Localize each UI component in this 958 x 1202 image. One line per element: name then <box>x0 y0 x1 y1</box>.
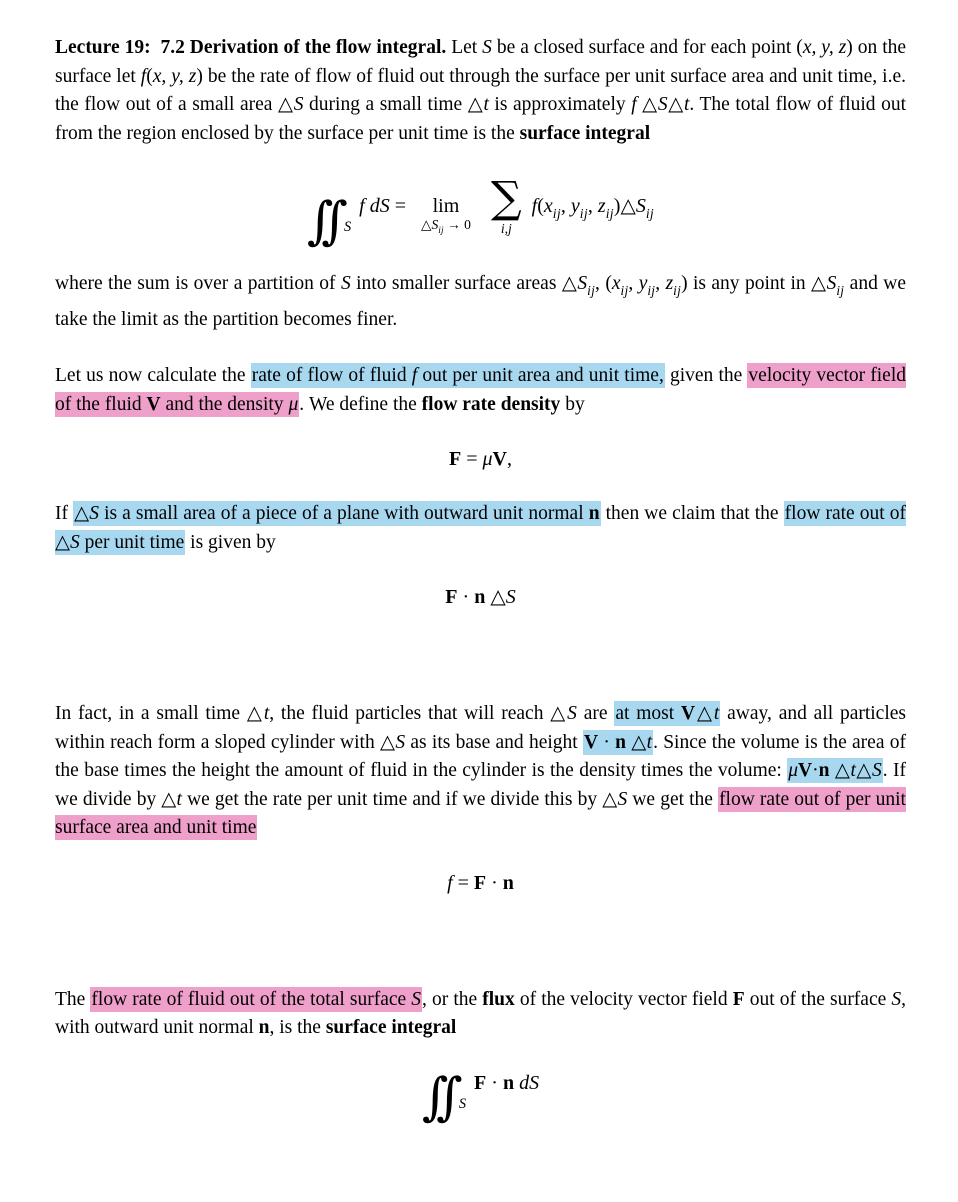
text-run: · <box>457 586 475 609</box>
subscript: ij <box>438 225 444 236</box>
italic-run: f <box>411 365 418 387</box>
italic-run: t <box>683 94 690 115</box>
italic-run: S <box>891 988 902 1010</box>
text-run: out of the surface <box>744 988 892 1010</box>
text-run: Let us now calculate the <box>55 365 251 387</box>
text-run: and the density <box>160 393 289 415</box>
double-integral-symbol: ∫∫ <box>421 1068 451 1128</box>
bold-run: V <box>492 448 507 471</box>
text-run: . Since the volume is the area of the base times the height the amount of fluid in the cylinder is the density times the volume: <box>55 731 907 782</box>
bold-run: n <box>258 1017 270 1039</box>
text-run: per unit time <box>79 531 185 553</box>
bold-run: V <box>146 393 161 415</box>
subscript: ij <box>579 206 588 222</box>
lecture-notes-content <box>55 34 907 1128</box>
italic-run: t <box>176 788 182 810</box>
text-run: △ <box>485 586 506 609</box>
claim-paragraph <box>55 500 906 557</box>
text-run: · <box>486 871 503 894</box>
text-run: ) be the rate of flow of fluid out through the surface per unit surface area and unit time, i.e. the flow out of a small area △ <box>55 65 906 115</box>
text-run: △ <box>667 94 684 115</box>
italic-run: S <box>505 586 516 609</box>
italic-run: x, y, z <box>802 37 847 58</box>
italic-run: y <box>570 195 580 217</box>
bold-run: surface integral <box>325 1017 457 1039</box>
subscript: ij <box>605 206 614 222</box>
text-run: are <box>576 703 615 725</box>
highlight-blue <box>787 758 882 783</box>
text-run: , or the <box>422 988 483 1010</box>
text-run: , the fluid particles that will reach △ <box>269 703 568 725</box>
bold-run: F <box>449 448 462 471</box>
f-equals-F-dot-n-formula <box>55 871 906 896</box>
text-run: flow rate out of per unit surface area and unit time <box>55 788 906 839</box>
flow-rate-density-paragraph <box>55 362 906 419</box>
text-run: we get the <box>627 788 719 810</box>
text-run: △ <box>74 503 90 525</box>
italic-run: t <box>713 703 720 725</box>
double-integral-symbol: ∫∫ <box>307 191 336 251</box>
italic-run: S <box>635 195 646 217</box>
highlight-pink <box>90 987 422 1012</box>
flux-through-small-area-formula <box>55 585 906 610</box>
italic-run: x <box>543 195 553 217</box>
text-run: )△ <box>613 195 636 217</box>
text-run: . We define the <box>299 393 422 415</box>
bold-run: F <box>473 871 487 894</box>
italic-run: S <box>871 760 882 782</box>
text-run: · <box>486 1071 503 1094</box>
bold-run: V <box>583 731 599 753</box>
italic-run: i,j <box>500 221 512 237</box>
italic-run: dS <box>519 1071 540 1094</box>
text-run: △ <box>829 760 851 782</box>
bold-run: flow rate density <box>421 393 561 415</box>
subscript: ij <box>587 283 596 299</box>
text-run: . The total flow of fluid out from the region enclosed by the surface per unit time is the <box>55 94 907 144</box>
text-run: where the sum is over a partition of <box>55 273 341 295</box>
italic-run: S <box>70 531 80 553</box>
text-run: · <box>812 760 819 782</box>
bold-run: surface integral <box>519 122 651 144</box>
bold-run: Lecture 19: 7.2 Derivation of the flow integral. <box>55 37 447 58</box>
text-run: , <box>507 448 512 471</box>
flow-rate-density-formula <box>55 447 906 472</box>
text-run: △ <box>636 94 658 115</box>
text-run: , with outward unit normal <box>55 988 906 1039</box>
text-run: ) on the surface let <box>55 37 907 87</box>
italic-run: μ <box>288 393 299 415</box>
text-run: If <box>55 503 74 525</box>
italic-run: S <box>89 503 100 525</box>
text-run: . If we divide by △ <box>55 760 907 810</box>
bold-run: n <box>502 871 514 894</box>
text-run: given the <box>664 365 748 387</box>
text-run: by <box>560 393 585 415</box>
text-run: S <box>458 1096 467 1113</box>
text-run: away, and all particles within reach form a sloped cylinder with △ <box>55 703 906 753</box>
subscript: ij <box>645 206 654 222</box>
italic-run: S <box>657 94 668 115</box>
italic-run: f <box>531 195 538 217</box>
text-run: △ <box>625 731 647 753</box>
subscript: ij <box>673 283 682 299</box>
text-run <box>531 195 654 222</box>
subscript: ij <box>647 283 656 299</box>
text-run: ( <box>537 195 544 217</box>
intro-paragraph <box>55 34 906 148</box>
italic-run: S <box>482 37 492 58</box>
text-run: during a small time △ <box>303 94 484 115</box>
text-run: is approximately <box>488 94 632 115</box>
text-run: , <box>628 273 639 295</box>
text-run: is a small area of a piece of a plane with outward unit normal <box>99 503 589 525</box>
bold-run: V <box>798 760 813 782</box>
text-run: → 0 <box>443 217 471 232</box>
bold-run: F <box>474 1071 487 1094</box>
text-run: The <box>55 988 91 1010</box>
text-run: ( <box>146 65 153 87</box>
bold-run: V <box>680 703 696 725</box>
highlight-blue <box>583 730 653 755</box>
text-run: , <box>560 195 571 217</box>
bold-run: n <box>588 503 600 525</box>
text-run: ∑ <box>490 173 522 223</box>
flux-definition-paragraph <box>55 986 906 1043</box>
text-run: , ( <box>595 273 612 295</box>
italic-run: t <box>646 731 653 753</box>
subscript: ij <box>552 206 561 222</box>
italic-run: S <box>293 94 304 115</box>
bold-run: n <box>474 586 486 609</box>
highlight-blue <box>251 363 665 388</box>
bold-run: n <box>818 760 830 782</box>
italic-run: S <box>567 703 577 725</box>
bold-run: flux <box>482 988 515 1010</box>
italic-run: t <box>483 94 489 115</box>
math-stack <box>490 173 522 237</box>
text-run: lim <box>432 195 460 217</box>
math-stack <box>421 196 471 235</box>
text-run: is given by <box>185 531 276 553</box>
flux-surface-integral-formula <box>55 1068 906 1128</box>
text-run: and we take the limit as the partition becomes finer. <box>55 273 906 330</box>
italic-run: t <box>263 703 270 725</box>
italic-run: y <box>638 273 648 295</box>
italic-run: S <box>340 273 351 295</box>
italic-run: f <box>631 94 637 115</box>
italic-run: S <box>577 273 588 295</box>
italic-run: x, y, z <box>152 65 197 87</box>
bold-run: n <box>502 1071 515 1094</box>
italic-run: S <box>411 988 422 1010</box>
text-run: velocity vector field of the fluid <box>55 365 906 415</box>
italic-run: S <box>431 217 439 232</box>
italic-run: x <box>611 273 621 295</box>
surface-integral-definition-formula <box>55 173 906 251</box>
italic-run: μ <box>788 760 799 782</box>
text-run: , <box>587 195 598 217</box>
text-run: then we claim that the <box>600 503 784 525</box>
italic-run: t <box>850 760 856 782</box>
italic-run: f <box>140 65 147 87</box>
text-run: = <box>389 195 411 217</box>
cylinder-argument-paragraph <box>55 700 906 843</box>
text-run: Let <box>446 37 483 58</box>
text-run: rate of flow of fluid <box>251 365 412 387</box>
text-run: S <box>343 219 352 236</box>
italic-run: μ <box>482 448 493 471</box>
italic-run: S <box>826 273 837 295</box>
highlight-blue <box>73 501 601 526</box>
bold-run: F <box>445 586 458 609</box>
text-run: at most <box>615 703 681 725</box>
text-run: , is the <box>269 1017 326 1039</box>
text-run: out per unit area and unit time, <box>417 365 664 387</box>
text-run: △ <box>695 703 714 725</box>
italic-run: S <box>395 731 406 753</box>
text-run: ) is any point in △ <box>681 273 827 295</box>
italic-run: z <box>597 195 606 217</box>
bold-run: n <box>615 731 626 753</box>
subscript: ij <box>836 283 845 299</box>
highlight-blue <box>614 701 720 726</box>
text-run: = <box>452 871 474 894</box>
subscript: ij <box>620 283 629 299</box>
text-run: as its base and height <box>405 731 583 753</box>
text-run <box>501 222 512 237</box>
text-run: = <box>461 448 483 471</box>
text-run: , <box>655 273 666 295</box>
text-run: In fact, in a small time △ <box>55 703 264 725</box>
bold-run: F <box>732 988 745 1010</box>
italic-run: S <box>617 788 628 810</box>
text-run <box>421 218 471 235</box>
text-run: be a closed surface and for each point ( <box>491 37 803 58</box>
text-run: of the velocity vector field <box>514 988 733 1010</box>
text-run: we get the rate per unit time and if we divide this by △ <box>181 788 618 810</box>
partition-paragraph <box>55 270 906 334</box>
text-run: △ <box>420 217 432 232</box>
italic-run: f <box>447 871 453 894</box>
text-run: into smaller surface areas △ <box>350 273 578 295</box>
text-run: △ <box>855 760 872 782</box>
text-run: flow rate of fluid out of the total surface <box>91 988 412 1010</box>
italic-run: f dS <box>359 195 390 217</box>
text-run: flow rate out of △ <box>55 503 907 553</box>
italic-run: z <box>665 273 674 295</box>
text-run: · <box>598 731 616 753</box>
